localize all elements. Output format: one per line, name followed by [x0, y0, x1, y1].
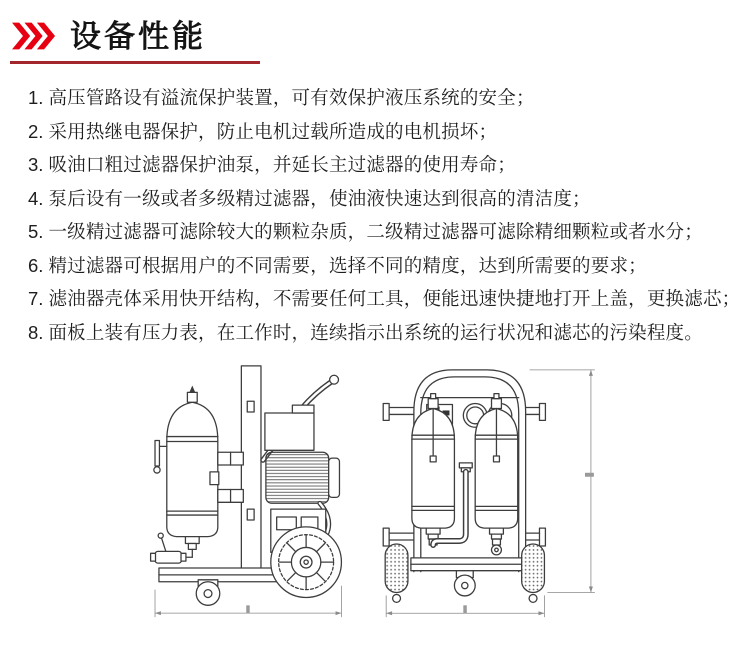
feature-number: 5.: [28, 221, 44, 242]
feature-text: 采用热继电器保护，防止电机过载所造成的电机损坏；: [48, 120, 498, 142]
technical-drawings: [0, 362, 750, 634]
feature-text: 泵后设有一级或者多级精过滤器，使油液快速达到很高的清洁度；: [48, 187, 591, 209]
feature-number: 2.: [28, 120, 44, 142]
section-title: 设备性能: [70, 18, 206, 54]
feature-item: [28, 249, 750, 283]
section-header: [0, 0, 750, 56]
feature-text: 吸油口粗过滤器保护油泵，并延长主过滤器的使用寿命；: [48, 154, 516, 175]
feature-number: 7.: [28, 288, 44, 309]
feature-item: [28, 148, 750, 182]
title-underline: [10, 61, 260, 64]
front-view-drawing: [381, 362, 604, 634]
feature-item: [28, 115, 750, 149]
feature-item: [28, 215, 750, 249]
feature-text: 高压管路设有溢流保护装置，可有效保护液压系统的安全；: [48, 87, 535, 108]
feature-item: [28, 182, 750, 216]
feature-text: 一级精过滤器可滤除较大的颗粒杂质，二级精过滤器可滤除精细颗粒或者水分；: [48, 221, 703, 242]
feature-text: 精过滤器可根据用户的不同需要，选择不同的精度，达到所需要的要求；: [48, 254, 647, 276]
feature-number: 3.: [28, 154, 44, 175]
feature-item: [28, 282, 750, 316]
feature-text: 面板上装有压力表，在工作时，连续指示出系统的运行状况和滤芯的污染程度。: [48, 321, 703, 343]
feature-item: [28, 81, 750, 115]
feature-number: 1.: [28, 87, 44, 108]
feature-number: 8.: [28, 321, 44, 343]
side-view-drawing: [147, 362, 373, 622]
feature-text: 滤油器壳体采用快开结构，不需要任何工具，便能迅速快捷地打开上盖，更换滤芯；: [48, 288, 741, 309]
feature-number: 6.: [28, 254, 44, 276]
feature-list: [28, 81, 750, 349]
feature-number: 4.: [28, 187, 44, 209]
feature-item: [28, 316, 750, 350]
triple-chevron-icon: [12, 22, 56, 50]
